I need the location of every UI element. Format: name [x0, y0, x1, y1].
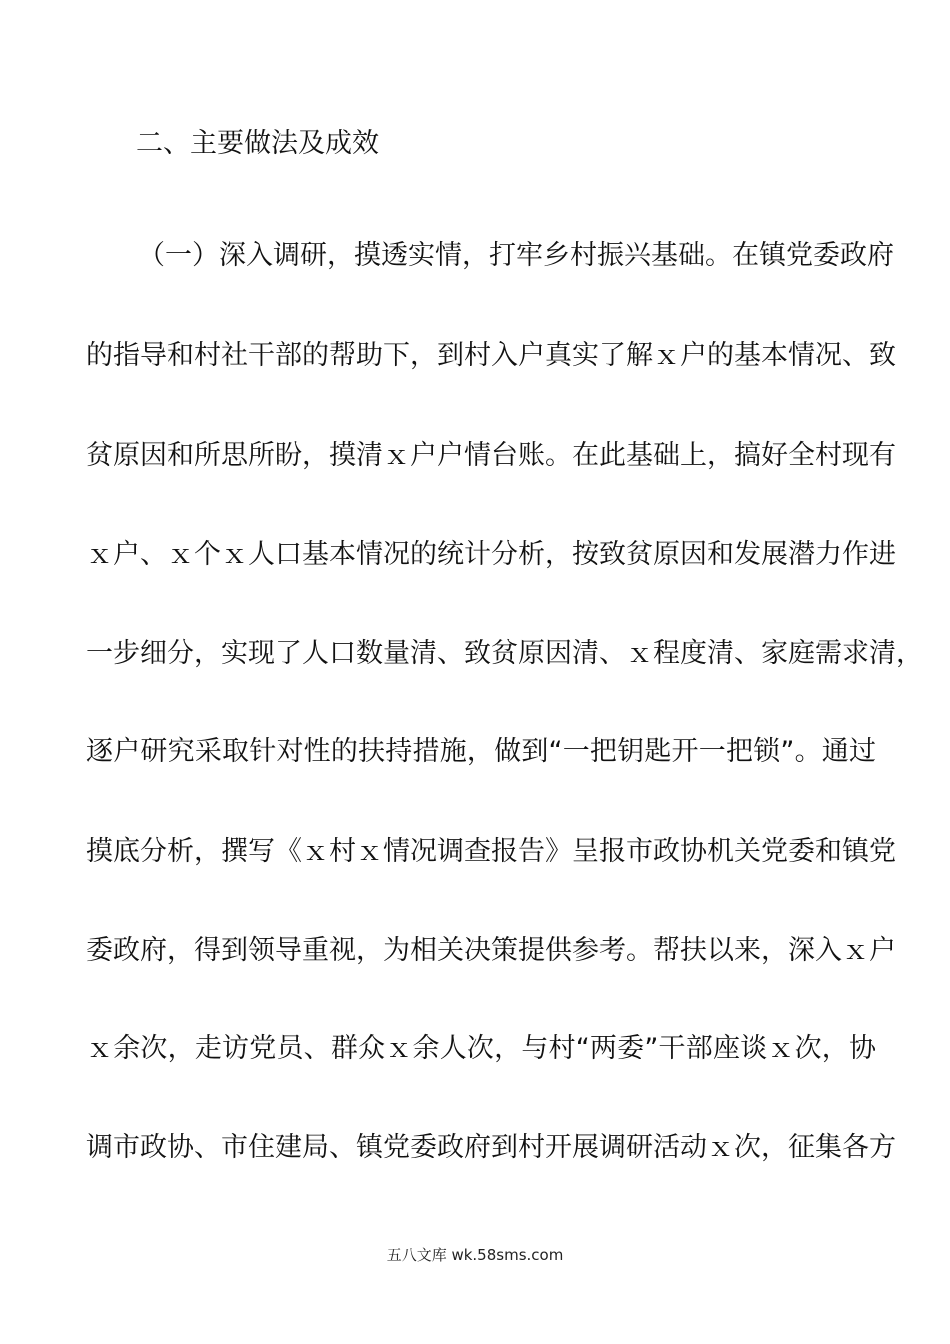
paragraph-line: 委政府，得到领导重视，为相关决策提供参考。帮扶以来，深入ｘ户	[86, 935, 896, 966]
paragraph-line: 一步细分，实现了人口数量清、致贫原因清、ｘ程度清、家庭需求清，	[86, 638, 923, 669]
paragraph-line: ｘ户、ｘ个ｘ人口基本情况的统计分析，按致贫原因和发展潜力作进	[86, 539, 896, 570]
paragraph-line: 的指导和村社干部的帮助下，到村入户真实了解ｘ户的基本情况、致	[86, 340, 896, 371]
paragraph-line: （一）深入调研，摸透实情，打牢乡村振兴基础。在镇党委政府	[138, 240, 894, 271]
paragraph-line: 贫原因和所思所盼，摸清ｘ户户情台账。在此基础上，搞好全村现有	[86, 440, 896, 471]
paragraph-line: 摸底分析，撰写《ｘ村ｘ情况调查报告》呈报市政协机关党委和镇党	[86, 836, 896, 867]
paragraph-line: ｘ余次，走访党员、群众ｘ余人次，与村“两委”干部座谈ｘ次，协	[86, 1033, 876, 1064]
paragraph-line: 调市政协、市住建局、镇党委政府到村开展调研活动ｘ次，征集各方	[86, 1132, 896, 1163]
footer-watermark: 五八文库 wk.58sms.com	[386, 1246, 564, 1264]
paragraph-line: 逐户研究采取针对性的扶持措施，做到“一把钥匙开一把锁”。通过	[86, 736, 876, 767]
section-heading: 二、主要做法及成效	[136, 128, 379, 159]
